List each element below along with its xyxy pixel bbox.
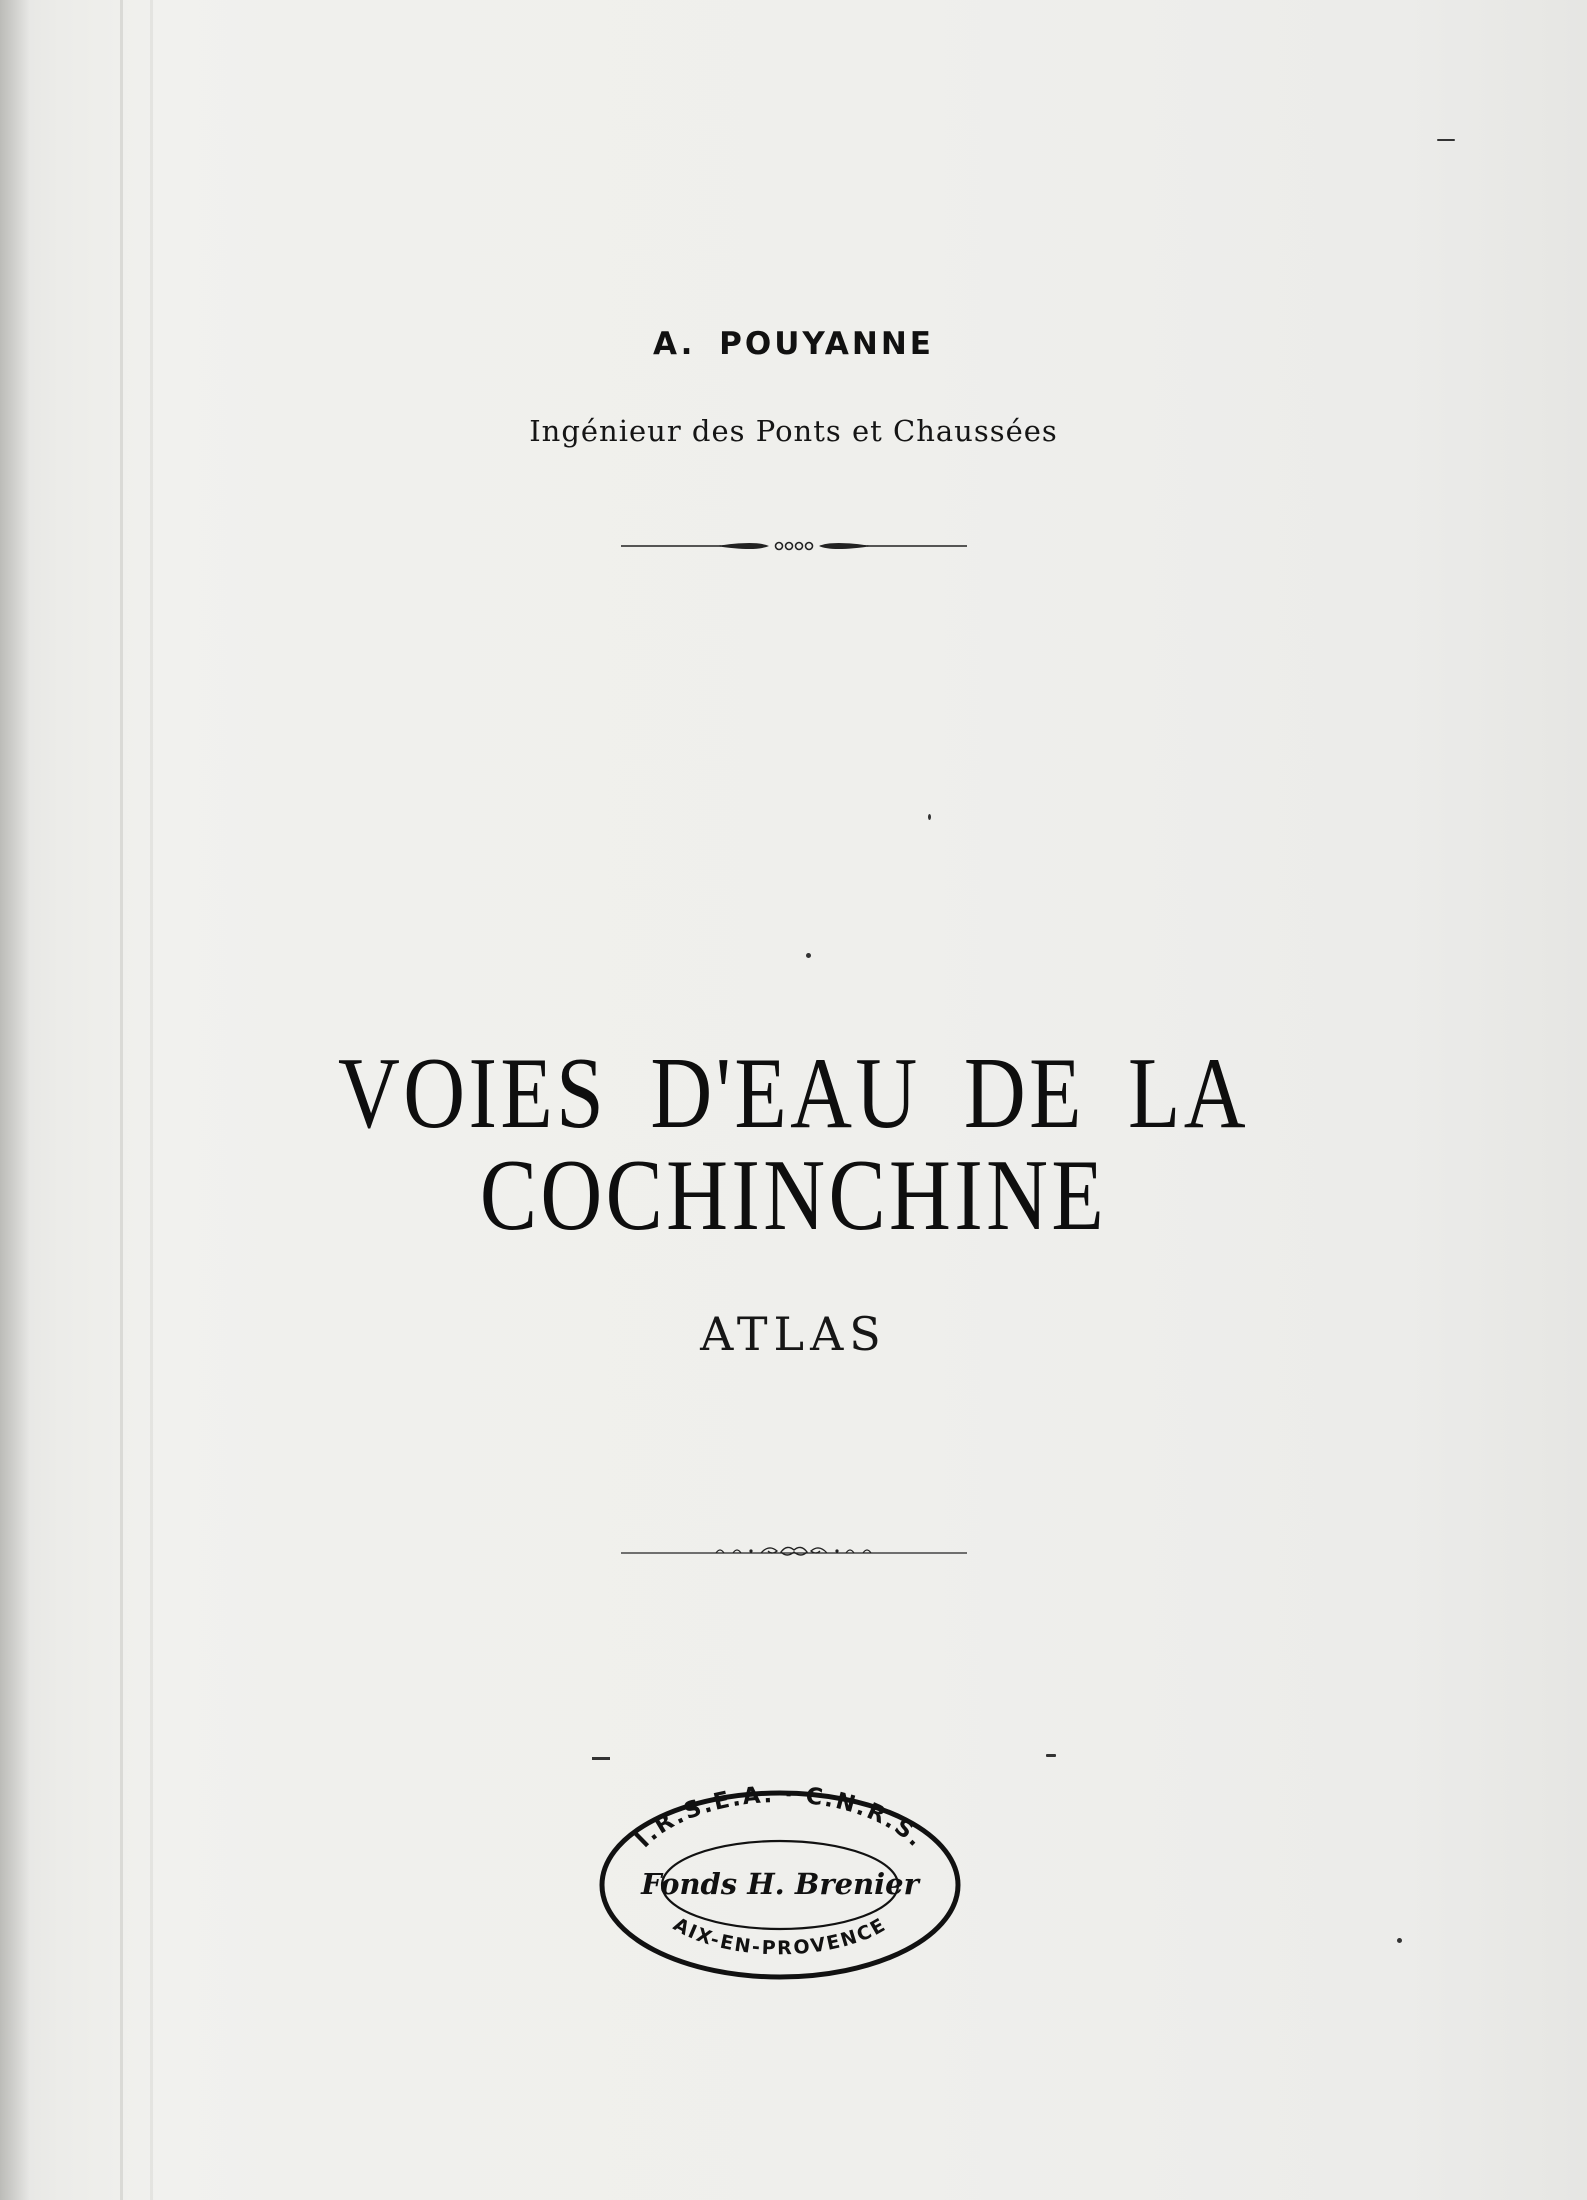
author-profession: Ingénieur des Ponts et Chaussées [529,414,1058,448]
ornament-rule-icon [621,536,967,556]
top-ornament-rule [0,536,1587,556]
stamp-mark [592,1757,610,1760]
svg-text:AIX-EN-PROVENCE: AIX-EN-PROVENCE [669,1913,891,1960]
svg-text:I.R.S.E.A. · C.N.R.S.: I.R.S.E.A. · C.N.R.S. [630,1781,930,1854]
paper-speck [1397,1938,1402,1943]
bottom-ornament-rule [0,1540,1587,1560]
book-title: VOIES D'EAU DE LA COCHINCHINE [338,1037,1249,1252]
paper-speck [1437,139,1455,141]
author-name: A. POUYANNE [653,326,934,362]
flourish-rule-icon [621,1540,967,1560]
paper-speck [806,953,811,958]
library-stamp-icon [580,1770,980,1980]
book-subtitle: ATLAS [700,1307,887,1361]
library-stamp [580,1770,980,1980]
paper-speck [1046,1754,1056,1757]
paper-speck [928,814,931,820]
svg-text:Fonds H. Brenier: Fonds H. Brenier [641,1867,919,1901]
